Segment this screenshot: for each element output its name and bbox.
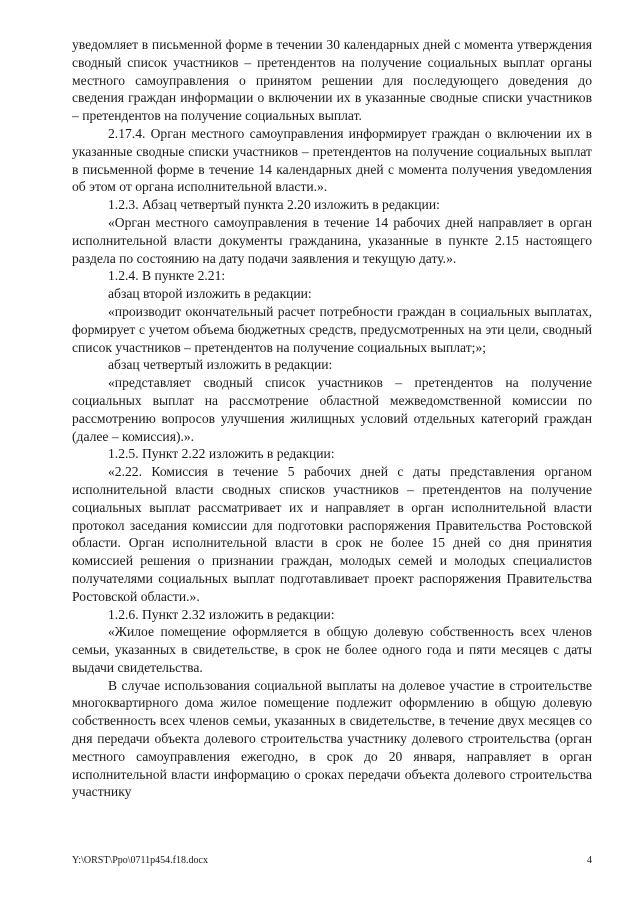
paragraph-7: «производит окончательный расчет потребности граждан в социальных выплатах, формирует с учетом объема бюджетных средств, предусмотренных на эти цели, сводный список участников – претендентов на получение социальных выплат;»; (72, 303, 592, 355)
page-number: 4 (587, 855, 592, 866)
paragraph-12: 1.2.6. Пункт 2.32 изложить в редакции: (108, 606, 335, 622)
paragraph-13: «Жилое помещение оформляется в общую долевую собственность всех членов семьи, указанных в свидетельстве, в срок не более одного года и пяти месяцев с даты выдачи свидетельства. (72, 624, 592, 675)
paragraph-14: В случае использования социальной выплаты на долевое участие в строительстве многоквартирного дома жилое помещение подлежит оформлению в общую долевую собственность всех членов семьи, указанных в свидетельстве, в течение двух месяцев со дня передачи объекта долевого строительства участнику долевого строительства (орган местного самоуправления ежегодно, в срок до 20 января, направляет в орган исполнительной власти информацию о сроках передачи объекта долевого строительства участнику (72, 677, 592, 800)
paragraph-5: 1.2.4. В пункте 2.21: (108, 268, 226, 284)
paragraph-9: «представляет сводный список участников – претендентов на получение социальных выплат на рассмотрение областной межведомственной комиссии по рассмотрению вопросов улучшения жилищных условий отдельных категорий граждан (далее – комиссия).». (72, 375, 592, 444)
document-body (72, 36, 592, 801)
paragraph-4: «Орган местного самоуправления в течение 14 рабочих дней направляет в орган исполнительной власти документы гражданина, указанные в пункте 2.15 настоящего раздела по состоянию на дату подачи заявления и текущую дату.». (72, 214, 592, 266)
paragraph-10: 1.2.5. Пункт 2.22 изложить в редакции: (108, 446, 335, 462)
paragraph-3: 1.2.3. Абзац четвертый пункта 2.20 изложить в редакции: (108, 197, 440, 213)
paragraph-2: 2.17.4. Орган местного самоуправления информирует граждан о включении их в указанные сводные списки участников – претендентов на получение социальных выплат в письменной форме в течение 14 календарных дней с момента получения уведомления об этом от органа исполнительной власти.». (72, 125, 592, 195)
file-path: Y:\ORST\Ppo\0711p454.f18.docx (72, 855, 208, 866)
paragraph-6: абзац второй изложить в редакции: (108, 286, 312, 302)
paragraph-1: уведомляет в письменной форме в течении 30 календарных дней с момента утверждения сводный список участников – претендентов на получение социальных выплат органы местного самоуправления о принятом решении для последующего доведения до сведения граждан информации о включении их в указанные сводные списки участников – претендентов на получение социальных выплат. (72, 37, 592, 124)
paragraph-11: «2.22. Комиссия в течение 5 рабочих дней с даты представления органом исполнительной власти сводных списков участников – претендентов на получение социальных выплат рассматривает их и направляет в орган исполнительной власти протокол заседания комиссии для подготовки распоряжения Правительства Ростовской области. Орган исполнительной власти в срок не более 15 дней со дня принятия комиссией решения о признании граждан, молодых семей и молодых специалистов получателями социальных выплат подготавливает проект распоряжения Правительства Ростовской области.». (72, 464, 592, 604)
paragraph-8: абзац четвертый изложить в редакции: (108, 357, 333, 373)
